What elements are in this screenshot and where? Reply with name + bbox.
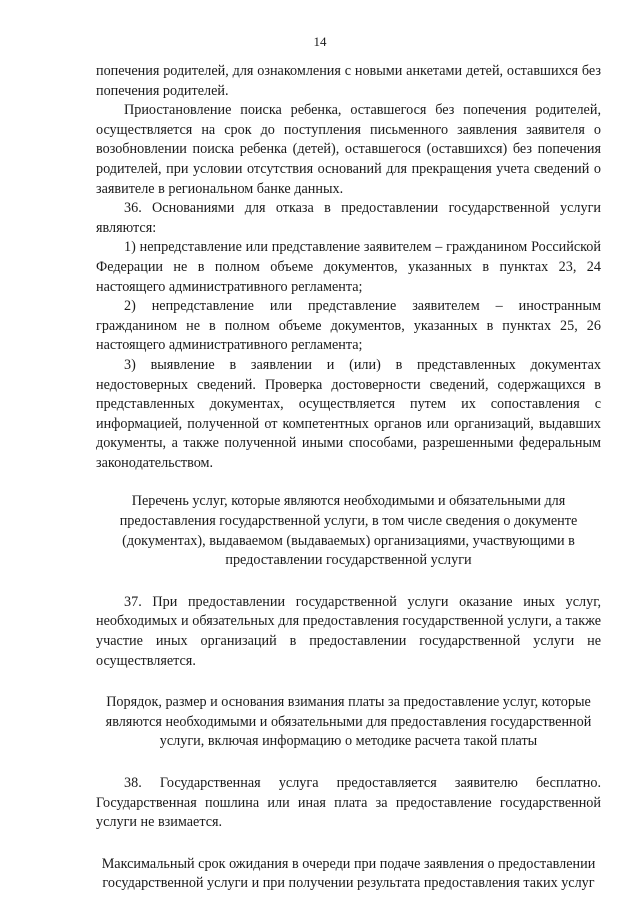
page-number: 14 xyxy=(313,34,327,49)
paragraph-36: 36. Основаниями для отказа в предоставлении государственной услуги являются: xyxy=(96,200,601,236)
section-heading-fee: Порядок, размер и основания взимания платы за предоставление услуг, которые являются необходимыми и обязательными для предоставления государственной услуги, включая информацию о методике расчета такой платы xyxy=(105,694,592,750)
document-body xyxy=(96,62,601,894)
section-heading-queue-time: Максимальный срок ожидания в очереди при подаче заявления о предоставлении государственной услуги и при получении результата предоставления таких услуг xyxy=(101,855,596,892)
paragraph-36-item-2: 2) непредставление или представление заявителем – иностранным гражданином не в полном объеме документов, указанных в пунктах 25, 26 настоящего административного регламента; xyxy=(96,298,601,354)
paragraph-search-suspension: Приостановление поиска ребенка, оставшегося без попечения родителей, осуществляется на срок до поступления письменного заявления заявителя о возобновлении поиска ребенка (детей), оставшегося (оставшихся) без попечения родителей, при условии отсутствия оснований для прекращения учета сведений о заявителе в региональном банке данных. xyxy=(96,102,601,197)
paragraph-continuation: попечения родителей, для ознакомления с новыми анкетами детей, оставшихся без попечения родителей. xyxy=(96,63,601,99)
paragraph-38: 38. Государственная услуга предоставляется заявителю бесплатно. Государственная пошлина или иная плата за предоставление государственной услуги не взимается. xyxy=(96,775,601,831)
paragraph-37: 37. При предоставлении государственной услуги оказание иных услуг, необходимых и обязательных для предоставления государственной услуги, а также участие иных организаций в предоставлении государственной услуги не осуществляется. xyxy=(96,593,601,669)
paragraph-36-item-3: 3) выявление в заявлении и (или) в представленных документах недостоверных сведений. Проверка достоверности сведений, содержащихся в представленных документах, осуществляется путем их сопоставления с информацией, полученной от компетентных органов или организаций, выдавших документы, а также полученной иными способами, разрешенными федеральным законодательством. xyxy=(96,356,601,471)
section-heading-required-services: Перечень услуг, которые являются необходимыми и обязательными для предоставления государственной услуги, в том числе сведения о документе (документах), выдаваемом (выдаваемых) организациями, участвующими в предоставлении государственной услуги xyxy=(119,493,578,569)
paragraph-36-item-1: 1) непредставление или представление заявителем – гражданином Российской Федерации не в полном объеме документов, указанных в пунктах 23, 24 настоящего административного регламента; xyxy=(96,239,601,295)
